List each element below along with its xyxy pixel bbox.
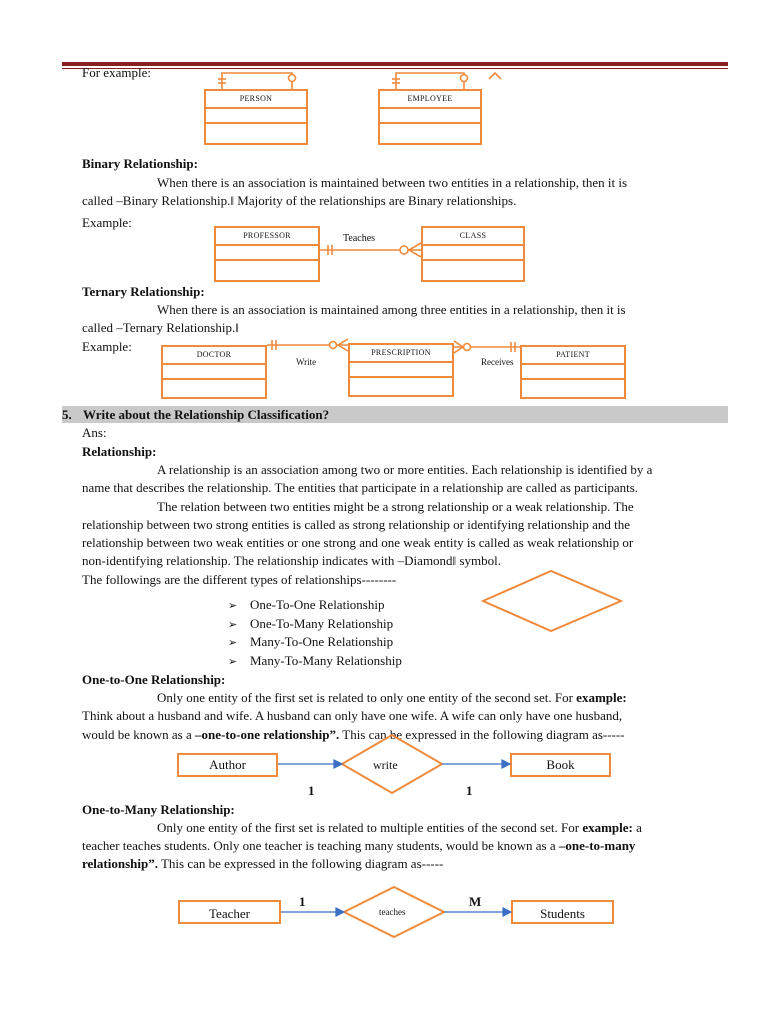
relation-receives-label: Receives — [481, 357, 514, 367]
question-text: Write about the Relationship Classification? — [83, 407, 330, 422]
one-to-many-line-1: Only one entity of the first set is related to multiple entities of the second set. For example: a — [157, 820, 642, 835]
list-item: ➢ Many-To-Many Relationship — [228, 652, 402, 671]
one-to-many-line-2: teacher teaches students. Only one teacher is teaching many students, would be known as a –one-to-many — [82, 838, 636, 853]
ternary-heading: Ternary Relationship: — [82, 284, 205, 299]
cardinality-one: 1 — [299, 894, 306, 909]
list-item: ➢ Many-To-One Relationship — [228, 633, 402, 652]
ternary-line-2: called –Ternary Relationship.‖ — [82, 320, 239, 335]
caret-icon — [489, 73, 501, 79]
person-connector — [222, 73, 292, 89]
arrow-bullet-icon: ➢ — [228, 617, 238, 631]
relationship-types-intro: The followings are the different types of relationships-------- — [82, 572, 397, 587]
arrowhead-icon — [334, 760, 342, 768]
relationship-p2-line-1: The relation between two entities might be a strong relationship or a weak relationship. The — [157, 499, 634, 514]
one-to-many-line-3: relationship”. This can be expressed in the following diagram as----- — [82, 856, 444, 871]
arrowhead-icon — [503, 908, 511, 916]
diamond-symbol-icon — [483, 571, 621, 631]
one-to-one-line-3: would be known as a –one-to-one relationship”. This can be expressed in the following diagram as----- — [82, 727, 625, 742]
one-to-one-line-2: Think about a husband and wife. A husband can only have one wife. A wife can only have one husband, — [82, 708, 623, 723]
question-number: 5. — [62, 407, 72, 422]
entity-employee-name: EMPLOYEE — [380, 91, 480, 109]
entity-prescription-name: PRESCRIPTION — [350, 345, 452, 363]
binary-line-1: When there is an association is maintained between two entities in a relationship, then it is — [157, 175, 628, 190]
entity-teacher: Teacher — [178, 900, 281, 924]
entity-author: Author — [177, 753, 278, 777]
entity-students: Students — [511, 900, 614, 924]
one-to-one-line-1: Only one entity of the first set is related to only one entity of the second set. For example: — [157, 690, 627, 705]
cardinality-right: 1 — [466, 783, 473, 798]
arrow-bullet-icon: ➢ — [228, 654, 238, 668]
entity-doctor-name: DOCTOR — [163, 347, 265, 365]
relation-teaches-label: Teaches — [343, 233, 376, 244]
list-item: ➢ One-To-One Relationship — [228, 596, 402, 615]
optional-circle-icon — [461, 75, 468, 82]
binary-example-label: Example: — [82, 215, 132, 230]
relationship-p1-line-2: name that describes the relationship. The entities that participate in a relationship are called as participants. — [82, 480, 639, 495]
one-to-many-heading: One-to-Many Relationship: — [82, 802, 235, 817]
entity-professor-name: PROFESSOR — [216, 228, 318, 246]
relationship-p1-line-1: A relationship is an association among two or more entities. Each relationship is identified by a — [157, 462, 653, 477]
cardinality-many: M — [469, 894, 482, 909]
cardinality-left: 1 — [308, 783, 315, 798]
one-to-one-heading: One-to-One Relationship: — [82, 672, 226, 687]
relation-write-label: Write — [296, 357, 317, 367]
write-diamond-icon — [342, 735, 442, 793]
relationship-p2-line-4: non-identifying relationship. The relationship indicates with –Diamond‖ symbol. — [82, 553, 501, 568]
arrow-bullet-icon: ➢ — [228, 599, 238, 612]
relation-teaches-diamond-label: teaches — [379, 907, 406, 917]
relationship-p2-line-2: relationship between two strong entities is called as strong relationship or identifying relationship and the — [82, 517, 631, 532]
ternary-line-1: When there is an association is maintained among three entities in a relationship, then it is — [157, 302, 626, 317]
list-item: ➢ One-To-Many Relationship — [228, 615, 402, 634]
optional-circle-icon — [400, 246, 408, 254]
binary-line-2: called –Binary Relationship.‖ Majority of the relationships are Binary relationships. — [82, 193, 517, 208]
employee-connector — [396, 73, 464, 89]
ternary-example-label: Example: — [82, 339, 132, 354]
optional-circle-icon — [464, 344, 471, 351]
binary-heading: Binary Relationship: — [82, 156, 198, 171]
arrowhead-icon — [336, 908, 344, 916]
relation-write-diamond-label: write — [373, 758, 398, 772]
entity-patient-name: PATIENT — [522, 347, 624, 365]
for-example-label: For example: — [82, 65, 151, 80]
arrow-bullet-icon: ➢ — [228, 636, 238, 649]
optional-circle-icon — [330, 342, 337, 349]
teaches-diamond-icon — [344, 887, 444, 937]
entity-class-name: CLASS — [423, 228, 523, 246]
entity-book: Book — [510, 753, 611, 777]
relationship-p2-line-3: relationship between two weak entities or one strong and one weak entity is called as weak relationship or — [82, 535, 634, 550]
relationship-heading: Relationship: — [82, 444, 157, 459]
answer-label: Ans: — [82, 425, 107, 440]
arrowhead-icon — [502, 760, 510, 768]
entity-person-name: PERSON — [206, 91, 306, 109]
optional-circle-icon — [289, 75, 296, 82]
